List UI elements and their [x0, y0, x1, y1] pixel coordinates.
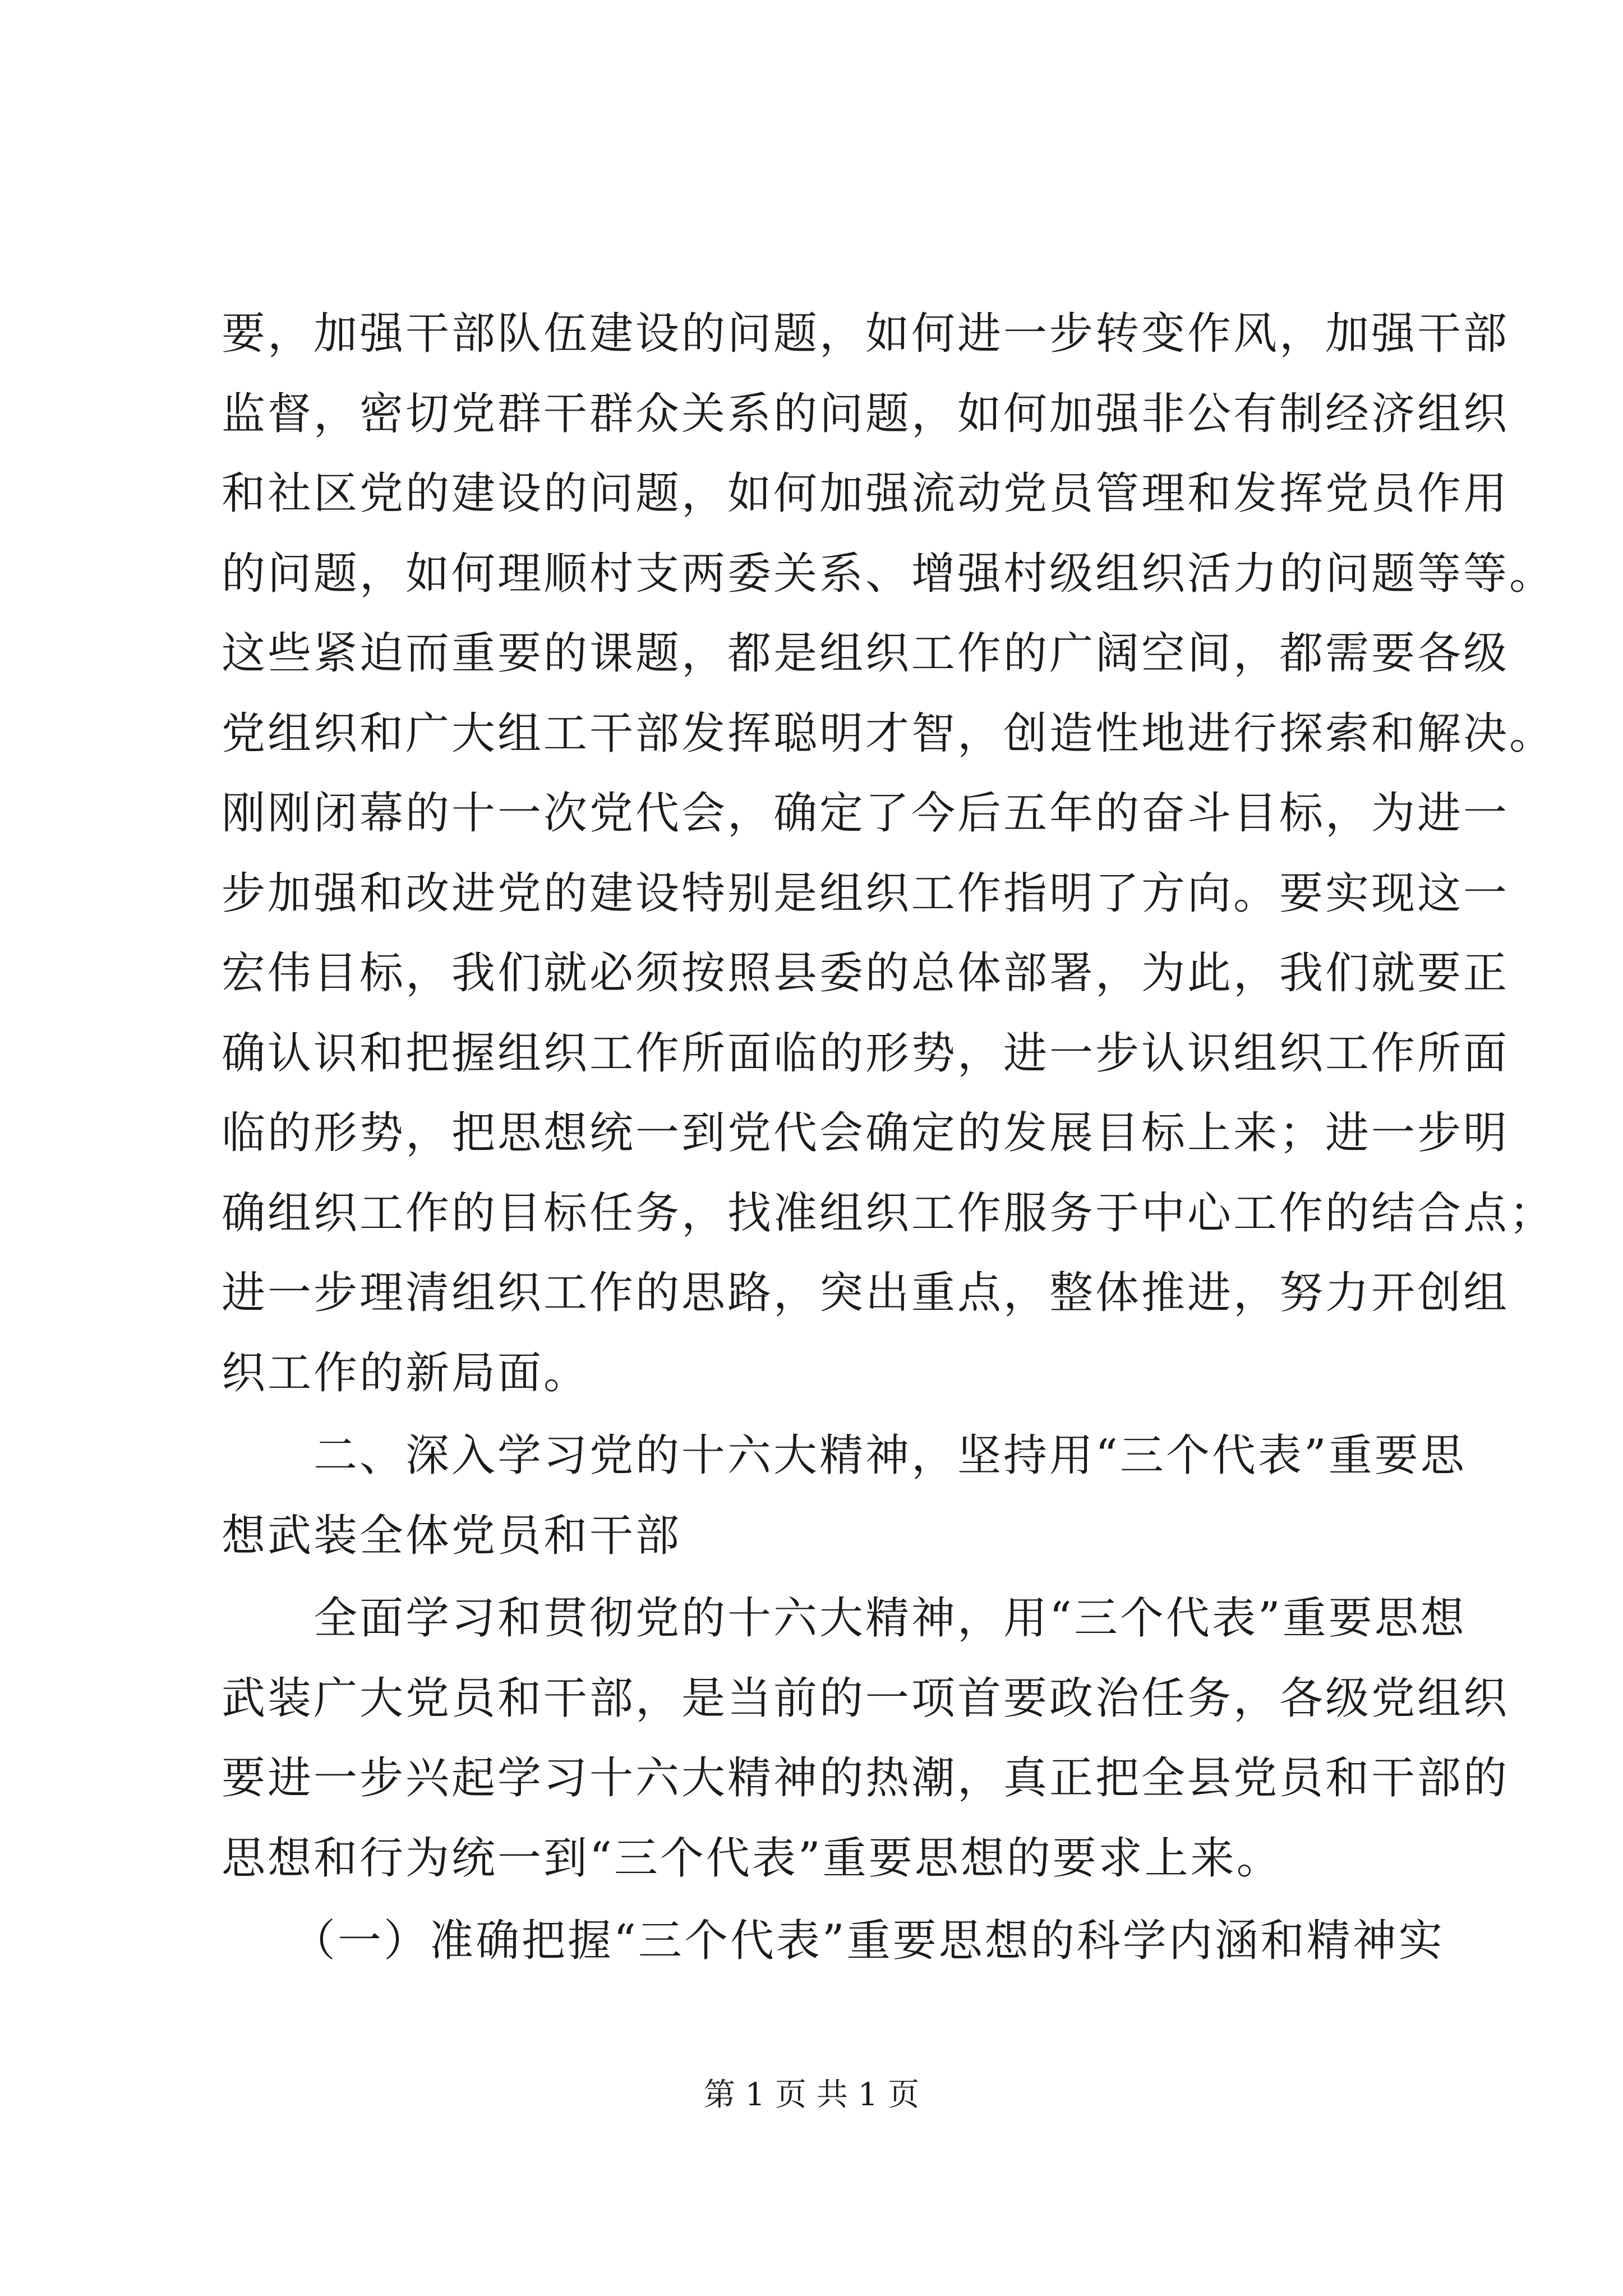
body-text-line: 确认识和把握组织工作所面临的形势，进一步认识组织工作所面: [222, 1028, 1510, 1079]
body-text-line: 党组织和广大组工干部发挥聪明才智，创造性地进行探索和解决。: [222, 708, 1556, 759]
page-footer: 第 1 页 共 1 页: [703, 2077, 920, 2113]
body-text-line: 要进一步兴起学习十六大精神的热潮，真正把全县党员和干部的: [222, 1753, 1510, 1803]
body-text-line: 刚刚闭幕的十一次党代会，确定了今后五年的奋斗目标，为进一: [222, 788, 1510, 839]
body-text-line: 全面学习和贯彻党的十六大精神，用“三个代表”重要思想: [222, 1593, 1467, 1644]
body-text-line: 步加强和改进党的建设特别是组织工作指明了方向。要实现这一: [222, 868, 1510, 919]
body-text-line: 监督，密切党群干群众关系的问题，如何加强非公有制经济组织: [222, 389, 1510, 439]
body-text-line: 织工作的新局面。: [222, 1348, 590, 1398]
body-text-line: 进一步理清组织工作的思路，突出重点，整体推进，努力开创组: [222, 1268, 1510, 1318]
body-text-line: 和社区党的建设的问题，如何加强流动党员管理和发挥党员作用: [222, 468, 1510, 519]
body-text-line: 宏伟目标，我们就必须按照县委的总体部署，为此，我们就要正: [222, 948, 1510, 999]
subsection-heading-line: （一）准确把握“三个代表”重要思想的科学内涵和精神实: [222, 1916, 1445, 1966]
body-text-line: 武装广大党员和干部，是当前的一项首要政治任务，各级党组织: [222, 1673, 1510, 1724]
section-heading-line: 二、深入学习党的十六大精神，坚持用“三个代表”重要思: [222, 1430, 1467, 1481]
body-text-line: 这些紧迫而重要的课题，都是组织工作的广阔空间，都需要各级: [222, 628, 1510, 679]
body-text-line: 思想和行为统一到“三个代表”重要思想的要求上来。: [222, 1833, 1283, 1884]
body-text-line: 要，加强干部队伍建设的问题，如何进一步转变作风，加强干部: [222, 309, 1510, 359]
body-text-line: 临的形势，把思想统一到党代会确定的发展目标上来；进一步明: [222, 1108, 1510, 1158]
body-text-line: 的问题，如何理顺村支两委关系、增强村级组织活力的问题等等。: [222, 549, 1556, 599]
section-heading-line: 想武装全体党员和干部: [222, 1511, 682, 1561]
body-text-line: 确组织工作的目标任务，找准组织工作服务于中心工作的结合点；: [222, 1188, 1556, 1239]
